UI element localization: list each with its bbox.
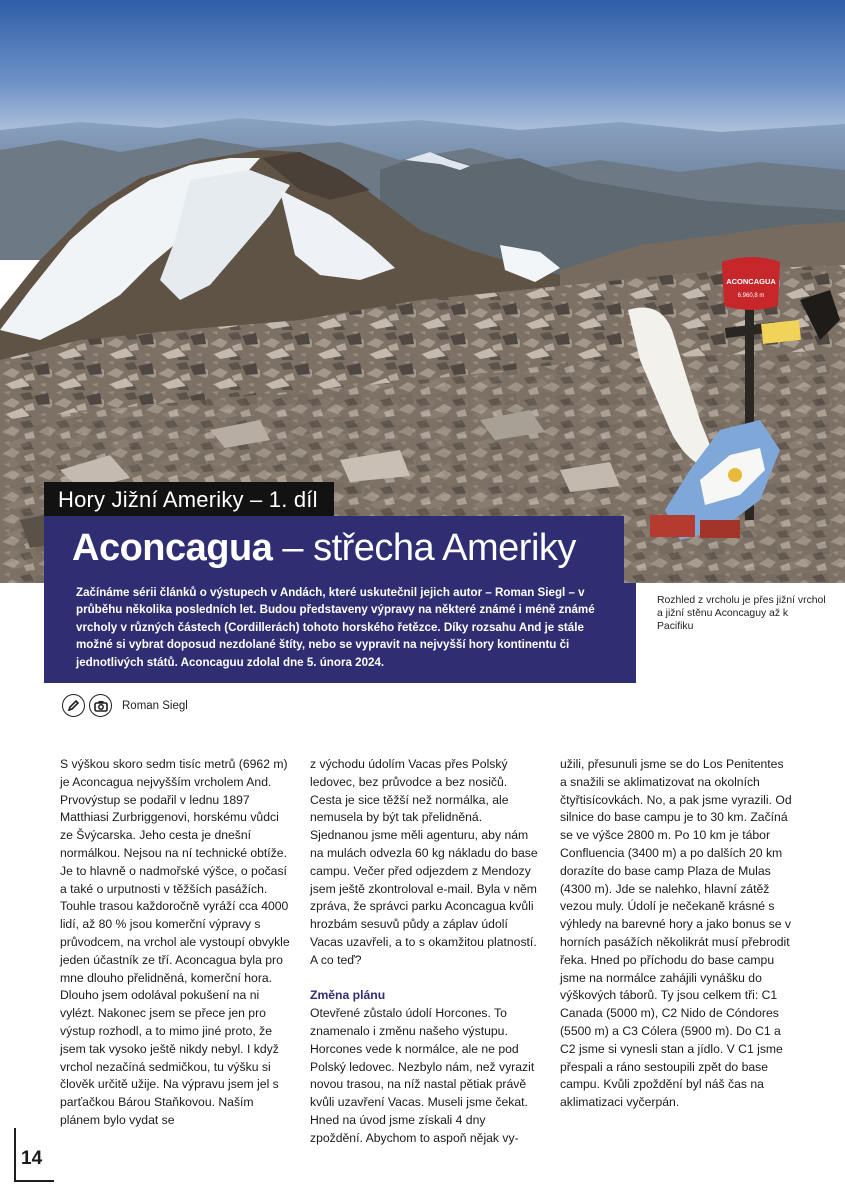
article-title — [72, 527, 576, 570]
summit-sign-name: ACONCAGUA — [726, 277, 776, 286]
body-column-1 — [60, 756, 292, 1130]
page-number: 14 — [21, 1148, 43, 1169]
article-title-strong: Aconcagua — [72, 527, 273, 569]
page-number-box — [0, 1128, 58, 1182]
camera-icon — [89, 694, 112, 717]
pencil-icon — [62, 694, 85, 717]
body-column-3 — [560, 756, 792, 1112]
body-paragraph: Otevřené zůstalo údolí Horcones. To znamenalo i změnu našeho výstupu. Horcones vede k normálce, ale ne pod Polský ledovec. Nezbylo nám, než vyrazit novou trasou, na níž nastal pětiak právě kvůli uzavření Vacas. Museli jsme čekat. Hned na úvod jsme získali 4 dny zpoždění. Abychom to aspoň nějak vy- — [310, 1006, 535, 1145]
author-name: Roman Siegl — [122, 699, 188, 712]
body-column-2 — [310, 756, 540, 1148]
article-title-rest: – střecha Ameriky — [272, 527, 576, 569]
body-paragraph: z východu údolím Vacas přes Polský ledovec, bez průvodce a bez nosičů. Cesta je sice těžší než normálka, ale nemusela by být tak přelidněná. Sjednanou jsme měli agenturu, aby nám na mulách odvezla 60 kg nákladu do base campu. Večer před odjezdem z Mendozy jsem ještě zkontroloval e-mail. Byla v něm zpráva, že správci parku Aconcagua kvůli hrozbám sesuvů půdy a záplav údolí Vacas uzavřeli, a to s okamžitou platností. A co teď? — [310, 757, 538, 967]
body-paragraph: užili, přesunuli jsme se do Los Penitentes a snažili se aklimatizovat na okolních čtyřtisícovkách. No, a pak jsme vyrazili. Od silnice do base campu je to 30 km. Začíná se ve výšce 2800 m. Po 10 km je tábor Confluencia (3400 m) a po dalších 20 km dorazíte do base camp Plaza de Mulas (4300 m). Jde se nalehko, hlavní zátěž vezou muly. Údolí je nečekaně krásné s výhledy na barevné hory a jako bonus se v horních pasážích několikrát musí přebrodit řeka. Hned po příchodu do base campu jsme na normálce zahájili vynášku do výškových táborů. Ty jsou celkem tři: C1 Canada (5000 m), C2 Nido de Cóndores (5500 m) a C3 Cólera (5900 m). Do C1 a C2 jsme si vynesli stan a jídlo. V C1 jsme přespali a ráno sestoupili zpět do base campu. Kvůli zpoždění byl náš čas na aklimatizaci vyčerpán. — [560, 757, 792, 1110]
photo-caption: Rozhled z vrcholu je přes jižní vrchol a jižní stěnu Aconcaguy až k Pacifiku — [657, 595, 826, 633]
body-paragraph: S výškou skoro sedm tisíc metrů (6962 m) je Aconcagua nejvyšším vrcholem And. Prvovýstup se podařil v lednu 1897 Matthiasi Zurbriggenovi, horskému vůdci ze Švýcarska. Jeho cesta je dnešní normálkou. Nejsou na ní technické obtíže. Je to hlavně o nadmořské výšce, o počasí a také o urputnosti v těžších pasážích. Touhle trasou každoročně vyráží cca 4000 lidí, až 80 % jsou komerční výpravy s průvodcem, na vrchol ale vystoupí obvykle jeden účastník ze tří. Aconcagua byla pro mne dlouho přelidněná, komerční hora. Dlouho jsem odolával pokušení na ni vylézt. Nakonec jsem se přece jen pro výstup rozhodl, a to mimo jiné proto, že jsem tak vysoko ještě nikdy nebyl. I když vrchol nezačíná sedmičkou, tu výšku si člověk určitě užije. Na výpravu jsem jel s parťačkou Bárou Staňkovou. Naším plánem bylo vydat se — [60, 757, 290, 1127]
section-subheading: Změna plánu — [310, 988, 386, 1003]
series-label: Hory Jižní Ameriky – 1. díl — [44, 482, 334, 519]
summit-sign-altitude: 6.960,8 m — [737, 293, 765, 299]
article-lead: Začínáme sérii článků o výstupech v Andách, které uskutečnil jejich autor – Roman Siegl – v průběhu několika posledních let. Budou představeny výpravy na některé známé i méně známé vrcholy v různých částech (Cordillerách) tohoto horského řetězce. Díky rozsahu And je stále možné si vybrat doposud nezdolané štíty, nebo se vypravit na nejvyšší hory kontinentu či jednotlivých států. Aconcaguu zdolal dne 5. února 2024. — [76, 586, 595, 669]
author-line — [62, 694, 188, 717]
